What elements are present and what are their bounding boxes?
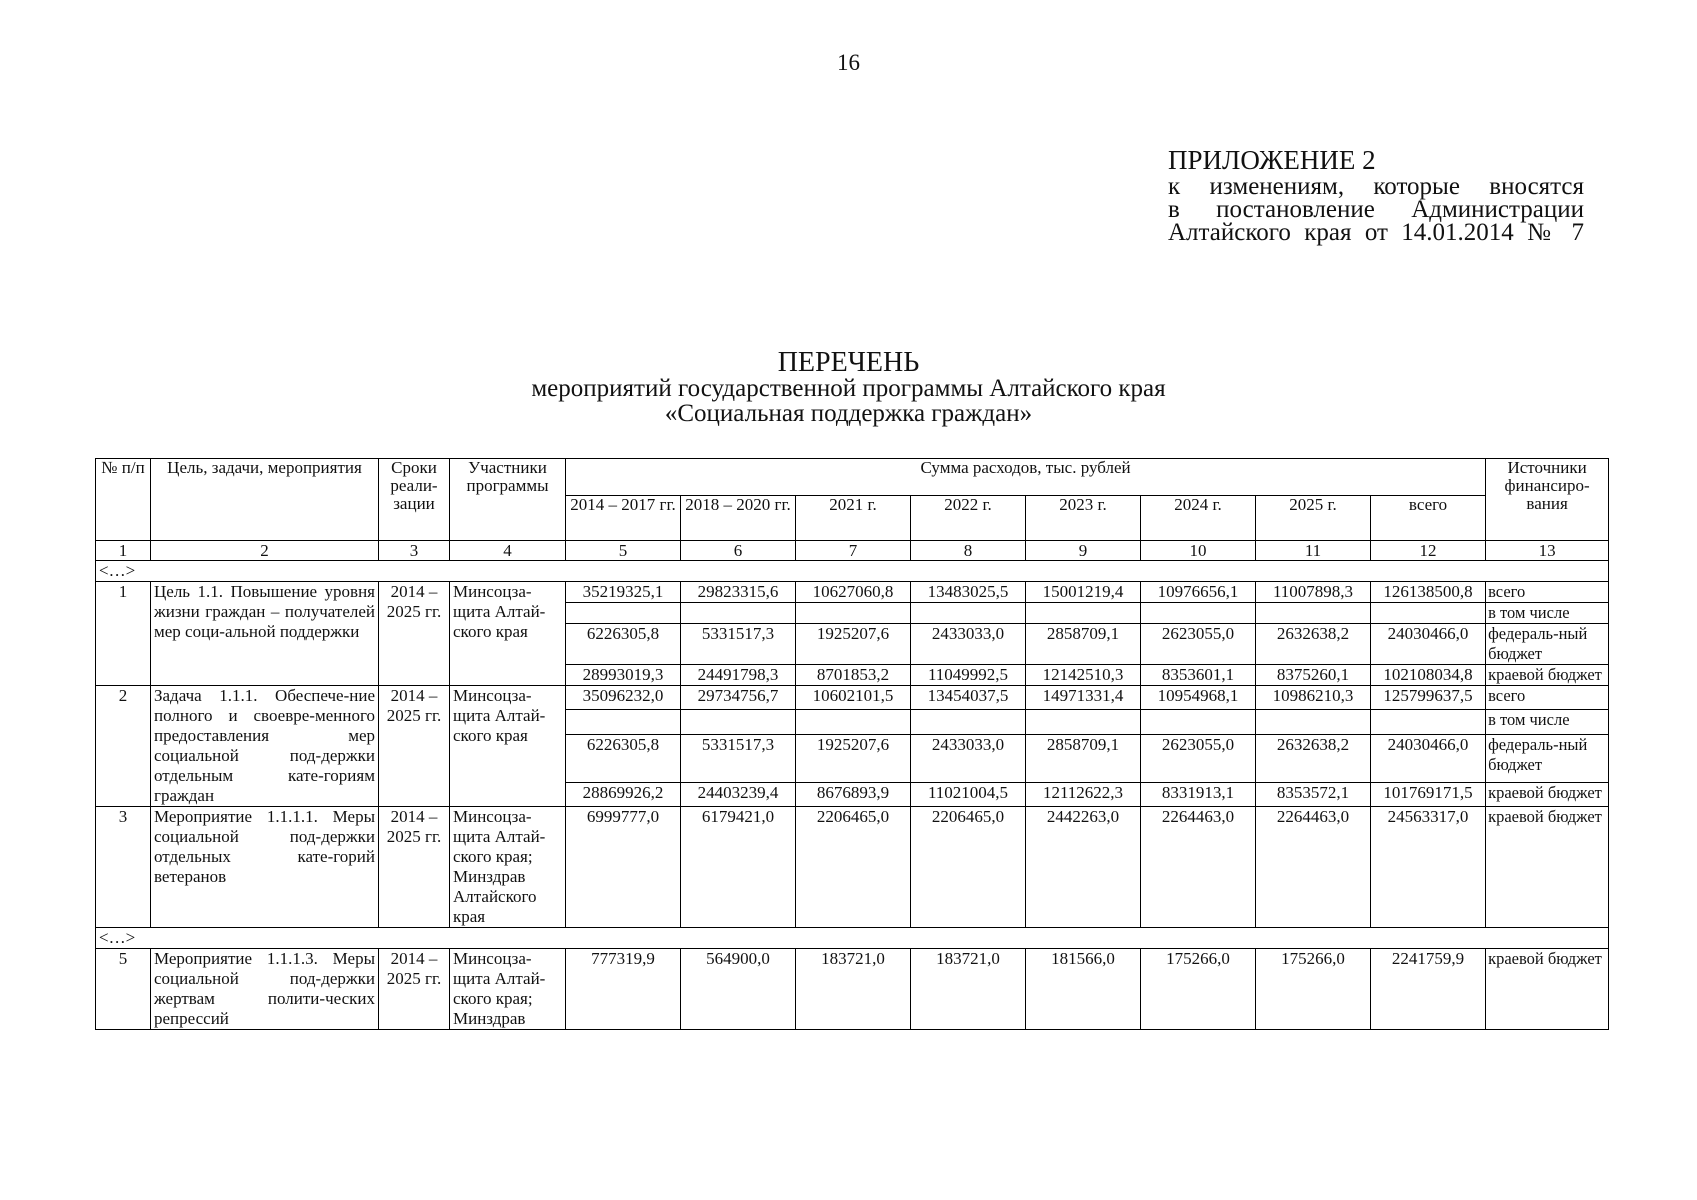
appendix-block (1168, 145, 1584, 244)
amount-cell: 24403239,4 (681, 782, 796, 806)
funding-source: федераль-ный бюджет (1486, 734, 1609, 782)
table-row (96, 949, 1609, 1030)
header-total: всего (1371, 496, 1486, 541)
amount-cell: 8353601,1 (1141, 665, 1256, 686)
amount-cell: 29734756,7 (681, 686, 796, 710)
row-period: 2014 – 2025 гг. (379, 582, 450, 686)
amount-cell: 2264463,0 (1256, 807, 1371, 928)
amount-cell (681, 710, 796, 734)
row-number: 1 (96, 582, 151, 686)
omitted-rows-marker: <…> (96, 561, 1609, 582)
column-number: 3 (379, 541, 450, 561)
row-period: 2014 – 2025 гг. (379, 686, 450, 807)
appendix-line: к изменениям, которые вносятся (1168, 173, 1584, 200)
row-participants: Минсоцза-щита Алтай-ского края; Минздрав (450, 949, 566, 1030)
table-row (96, 686, 1609, 710)
funding-source: всего (1486, 582, 1609, 603)
amount-cell: 11049992,5 (911, 665, 1026, 686)
row-participants: Минсоцза-щита Алтай-ского края (450, 686, 566, 807)
amount-cell: 6179421,0 (681, 807, 796, 928)
amount-cell: 13483025,5 (911, 582, 1026, 603)
amount-cell: 2623055,0 (1141, 734, 1256, 782)
amount-cell: 11021004,5 (911, 782, 1026, 806)
row-number: 5 (96, 949, 151, 1030)
amount-cell (1026, 603, 1141, 624)
amount-cell: 10602101,5 (796, 686, 911, 710)
header-num: № п/п (96, 459, 151, 541)
table-row (96, 582, 1609, 603)
omitted-rows-marker: <…> (96, 928, 1609, 949)
row-goal: Мероприятие 1.1.1.1. Меры социальной под-держки отдельных кате-горий ветеранов (151, 807, 379, 928)
header-goal: Цель, задачи, мероприятия (151, 459, 379, 541)
row-goal: Мероприятие 1.1.1.3. Меры социальной под-держки жертвам полити-ческих репрессий (151, 949, 379, 1030)
amount-cell: 2623055,0 (1141, 624, 1256, 665)
amount-cell: 175266,0 (1256, 949, 1371, 1030)
header-year: 2014 – 2017 гг. (566, 496, 681, 541)
amount-cell: 126138500,8 (1371, 582, 1486, 603)
page-number: 16 (837, 50, 860, 75)
amount-cell: 183721,0 (796, 949, 911, 1030)
funding-source: краевой бюджет (1486, 807, 1609, 928)
row-period: 2014 – 2025 гг. (379, 807, 450, 928)
funding-source: в том числе (1486, 603, 1609, 624)
amount-cell: 8676893,9 (796, 782, 911, 806)
header-sources: Источники финансиро-вания (1486, 459, 1609, 541)
amount-cell: 29823315,6 (681, 582, 796, 603)
row-goal: Задача 1.1.1. Обеспече-ние полного и своевре-менного предоставления мер социальной под-держки отдельным кате-гориям граждан (151, 686, 379, 807)
amount-cell: 777319,9 (566, 949, 681, 1030)
header-participants: Участники программы (450, 459, 566, 541)
row-participants: Минсоцза-щита Алтай-ского края; Минздрав Алтайского края (450, 807, 566, 928)
header-sum: Сумма расходов, тыс. рублей (566, 459, 1486, 496)
amount-cell: 183721,0 (911, 949, 1026, 1030)
amount-cell: 10986210,3 (1256, 686, 1371, 710)
amount-cell: 24030466,0 (1371, 624, 1486, 665)
amount-cell: 2433033,0 (911, 624, 1026, 665)
amount-cell (796, 710, 911, 734)
amount-cell: 2241759,9 (1371, 949, 1486, 1030)
row-goal: Цель 1.1. Повышение уровня жизни граждан – получателей мер соци-альной поддержки (151, 582, 379, 686)
amount-cell (911, 603, 1026, 624)
amount-cell: 2632638,2 (1256, 734, 1371, 782)
header-year: 2022 г. (911, 496, 1026, 541)
column-number: 1 (96, 541, 151, 561)
measures-table (95, 458, 1609, 1030)
column-number: 10 (1141, 541, 1256, 561)
header-year: 2023 г. (1026, 496, 1141, 541)
amount-cell (1256, 710, 1371, 734)
header-year: 2021 г. (796, 496, 911, 541)
amount-cell: 102108034,8 (1371, 665, 1486, 686)
column-number: 7 (796, 541, 911, 561)
amount-cell: 2206465,0 (911, 807, 1026, 928)
amount-cell: 6226305,8 (566, 624, 681, 665)
header-year: 2018 – 2020 гг. (681, 496, 796, 541)
header-year: 2025 г. (1256, 496, 1371, 541)
amount-cell: 2264463,0 (1141, 807, 1256, 928)
column-number: 9 (1026, 541, 1141, 561)
amount-cell: 2433033,0 (911, 734, 1026, 782)
heading-subtitle: «Социальная поддержка граждан» (664, 400, 1033, 427)
funding-source: в том числе (1486, 710, 1609, 734)
amount-cell: 175266,0 (1141, 949, 1256, 1030)
table-row (96, 807, 1609, 928)
column-number: 5 (566, 541, 681, 561)
amount-cell (566, 603, 681, 624)
amount-cell: 15001219,4 (1026, 582, 1141, 603)
amount-cell: 24030466,0 (1371, 734, 1486, 782)
amount-cell: 24491798,3 (681, 665, 796, 686)
funding-source: федераль-ный бюджет (1486, 624, 1609, 665)
amount-cell: 1925207,6 (796, 734, 911, 782)
amount-cell: 8701853,2 (796, 665, 911, 686)
amount-cell (566, 710, 681, 734)
amount-cell: 14971331,4 (1026, 686, 1141, 710)
amount-cell: 125799637,5 (1371, 686, 1486, 710)
appendix-title: ПРИЛОЖЕНИЕ 2 (1168, 145, 1376, 175)
amount-cell (796, 603, 911, 624)
appendix-line: в постановление Администрации (1168, 196, 1584, 223)
column-number: 4 (450, 541, 566, 561)
column-number: 13 (1486, 541, 1609, 561)
row-number: 3 (96, 807, 151, 928)
amount-cell: 2206465,0 (796, 807, 911, 928)
amount-cell: 28869926,2 (566, 782, 681, 806)
amount-cell: 8375260,1 (1256, 665, 1371, 686)
column-number: 6 (681, 541, 796, 561)
amount-cell: 10954968,1 (1141, 686, 1256, 710)
amount-cell: 5331517,3 (681, 624, 796, 665)
amount-cell: 11007898,3 (1256, 582, 1371, 603)
row-period: 2014 – 2025 гг. (379, 949, 450, 1030)
amount-cell: 1925207,6 (796, 624, 911, 665)
amount-cell (1371, 603, 1486, 624)
amount-cell (1371, 710, 1486, 734)
amount-cell: 2858709,1 (1026, 624, 1141, 665)
column-number: 8 (911, 541, 1026, 561)
amount-cell: 13454037,5 (911, 686, 1026, 710)
amount-cell: 101769171,5 (1371, 782, 1486, 806)
heading-title: ПЕРЕЧЕНЬ (777, 347, 920, 378)
amount-cell: 5331517,3 (681, 734, 796, 782)
amount-cell: 35219325,1 (566, 582, 681, 603)
amount-cell: 2858709,1 (1026, 734, 1141, 782)
heading-subtitle: мероприятий государственной программы Алтайского края (531, 375, 1166, 402)
amount-cell: 8331913,1 (1141, 782, 1256, 806)
amount-cell (1026, 710, 1141, 734)
header-year: 2024 г. (1141, 496, 1256, 541)
amount-cell (681, 603, 796, 624)
appendix-line: Алтайского края от 14.01.2014 № 7 (1168, 219, 1584, 246)
amount-cell: 10627060,8 (796, 582, 911, 603)
funding-source: краевой бюджет (1486, 949, 1609, 1030)
amount-cell (1141, 603, 1256, 624)
funding-source: всего (1486, 686, 1609, 710)
funding-source: краевой бюджет (1486, 665, 1609, 686)
amount-cell: 181566,0 (1026, 949, 1141, 1030)
amount-cell: 28993019,3 (566, 665, 681, 686)
amount-cell: 2632638,2 (1256, 624, 1371, 665)
amount-cell: 2442263,0 (1026, 807, 1141, 928)
amount-cell: 12142510,3 (1026, 665, 1141, 686)
amount-cell: 12112622,3 (1026, 782, 1141, 806)
row-number: 2 (96, 686, 151, 807)
amount-cell: 8353572,1 (1256, 782, 1371, 806)
funding-source: краевой бюджет (1486, 782, 1609, 806)
amount-cell (1256, 603, 1371, 624)
amount-cell: 6999777,0 (566, 807, 681, 928)
document-heading (0, 347, 1697, 427)
amount-cell: 564900,0 (681, 949, 796, 1030)
column-number: 12 (1371, 541, 1486, 561)
amount-cell (911, 710, 1026, 734)
header-period: Сроки реали-зации (379, 459, 450, 541)
amount-cell (1141, 710, 1256, 734)
amount-cell: 35096232,0 (566, 686, 681, 710)
amount-cell: 10976656,1 (1141, 582, 1256, 603)
amount-cell: 6226305,8 (566, 734, 681, 782)
amount-cell: 24563317,0 (1371, 807, 1486, 928)
column-number: 2 (151, 541, 379, 561)
row-participants: Минсоцза-щита Алтай-ского края (450, 582, 566, 686)
column-number: 11 (1256, 541, 1371, 561)
